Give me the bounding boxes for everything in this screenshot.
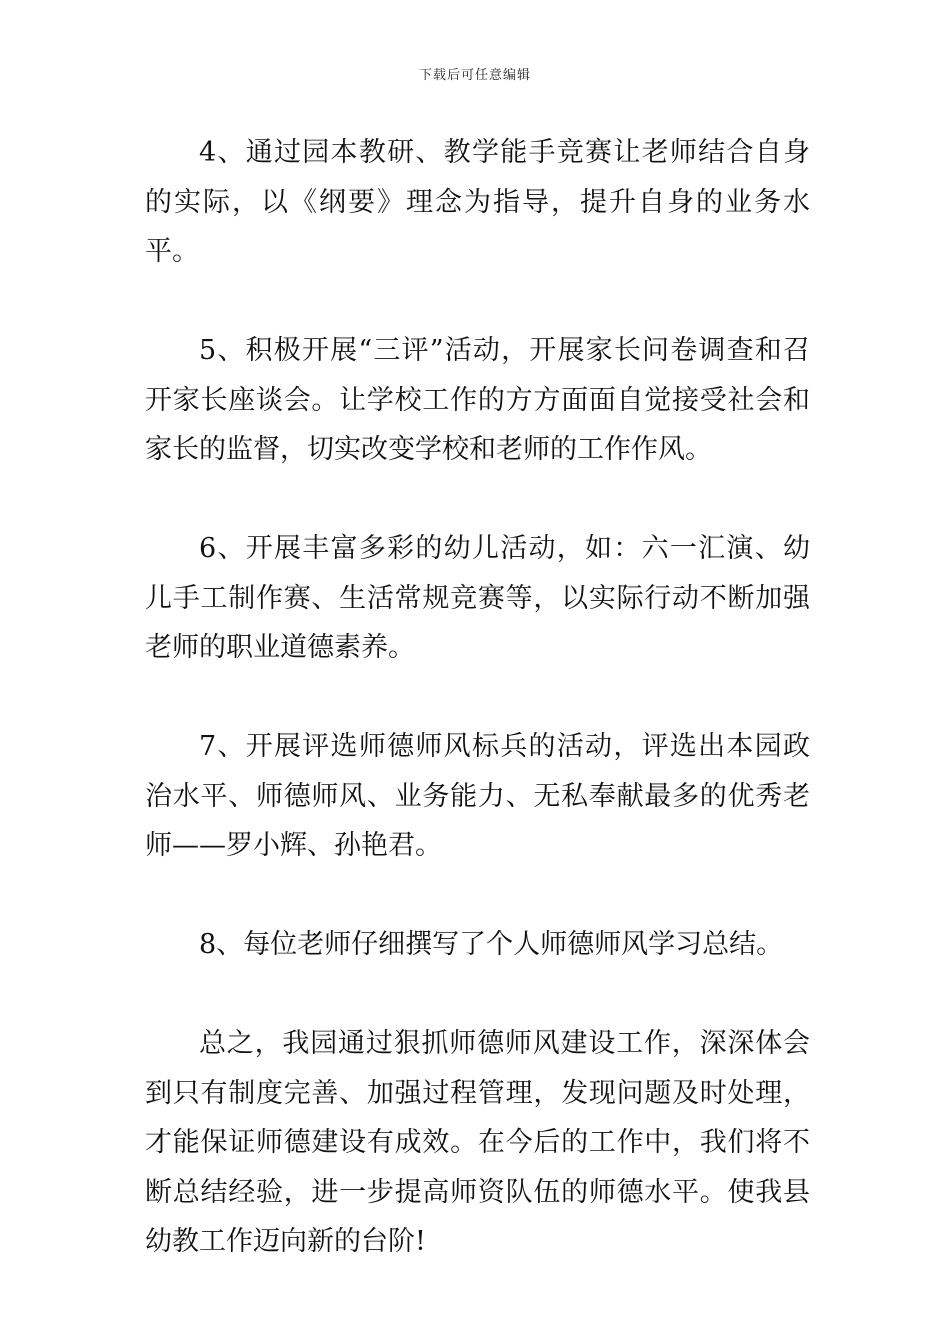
paragraph-item-6: 6、开展丰富多彩的幼儿活动，如：六一汇演、幼儿手工制作赛、生活常规竞赛等，以实际行动不断加强老师的职业道德素养。 [145,533,810,663]
paragraph-item-5: 5、积极开展“三评”活动，开展家长问卷调查和召开家长座谈会。让学校工作的方方面面自觉接受社会和家长的监督，切实改变学校和老师的工作作风。 [145,335,810,465]
paragraph-item-4: 4、通过园本教研、教学能手竞赛让老师结合自身的实际，以《纲要》理念为指导，提升自身的业务水平。 [145,137,810,267]
paragraph-item-7: 7、开展评选师德师风标兵的活动，评选出本园政治水平、师德师风、业务能力、无私奉献最多的优秀老师——罗小辉、孙艳君。 [145,731,810,861]
document-body [145,128,810,1267]
header-note: 下载后可任意编辑 [418,68,531,83]
paragraph-conclusion: 总之，我园通过狠抓师德师风建设工作，深深体会到只有制度完善、加强过程管理，发现问题及时处理，才能保证师德建设有成效。在今后的工作中，我们将不断总结经验，进一步提高师资队伍的师德水平。使我县幼教工作迈向新的台阶! [145,1028,810,1257]
paragraph-item-8: 8、每位老师仔细撰写了个人师德师风学习总结。 [199,929,784,960]
